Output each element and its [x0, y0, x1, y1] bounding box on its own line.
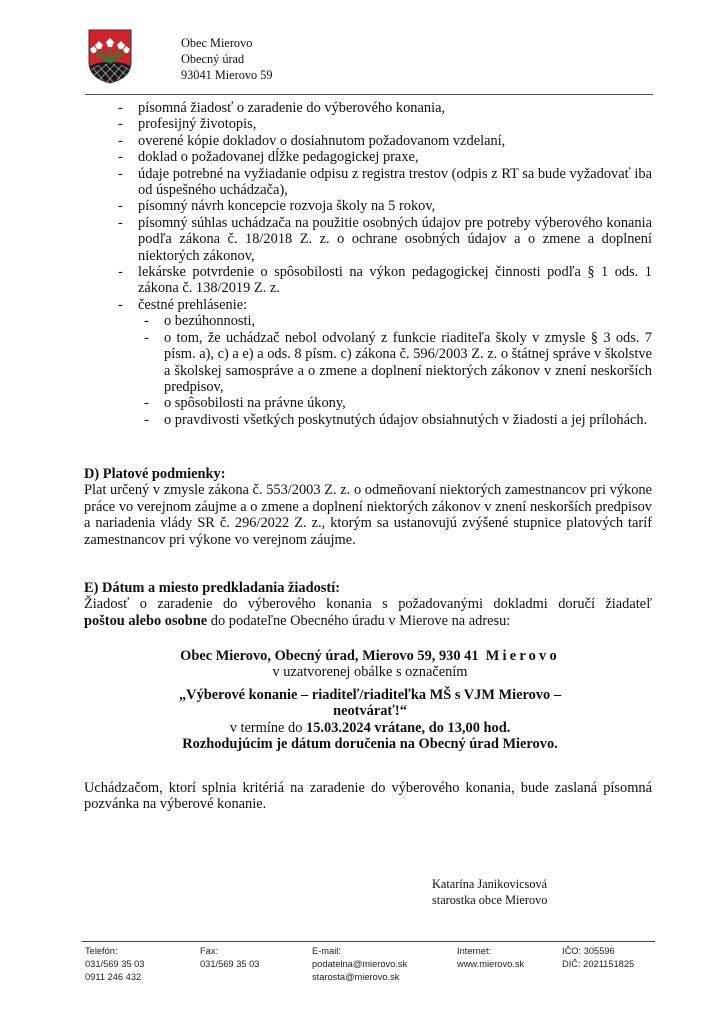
footer-fax — [200, 945, 259, 971]
requirements-list — [84, 100, 652, 428]
address-city: Mierovo — [485, 648, 560, 664]
decisive-date-note: Rozhodujúcim je dátum doručenia na Obecný úrad Mierovo. — [182, 736, 558, 753]
deadline-date: 15.03.2024 vrátane, do 13,00 hod. — [306, 719, 511, 736]
signature-block — [432, 876, 547, 908]
list-item: - písomný návrh koncepcie rozvoja školy na 5 rokov, — [84, 198, 652, 214]
section-submission — [84, 580, 652, 629]
footer-divider — [82, 941, 655, 942]
letterhead — [181, 35, 273, 83]
paragraph-text: Žiadosť o zaradenie do výberového konania s požadovanými dokladmi doručí žiadateľ — [84, 596, 652, 613]
list-item: - o bezúhonnosti, — [124, 313, 652, 329]
list-item: - doklad o požadovanej dĺžke pedagogickej praxe, — [84, 149, 652, 165]
list-item: - o tom, že uchádzač nebol odvolaný z funkcie riaditeľa školy v zmysle § 3 ods. 7 písm. a), c) a e) a ods. 8 písm. c) zákona č. 596/2003 Z. z. o štátnej správe v školstve a školskej samospráve a o zmene a doplnení niektorých zákonov v znení neskorších predpisov, — [124, 330, 652, 396]
postal-address — [84, 648, 656, 664]
coat-of-arms-icon — [87, 28, 133, 84]
fax-label: Fax: — [200, 946, 219, 956]
phone-number: 031/569 35 03 — [85, 959, 145, 969]
deadline-prefix: v termíne do — [229, 719, 307, 736]
list-item: - overené kópie dokladov o dosiahnutom požadovanom vzdelaní, — [84, 133, 652, 149]
envelope-label: „Výberové konanie – riaditeľ/riaditeľka MŠ s VJM Mierovo – neotvárať!“ — [178, 686, 562, 720]
closing-paragraph: Uchádzačom, ktorí splnia kritériá na zaradenie do výberového konania, bude zaslaná písomná pozvánka na výberové konanie. — [84, 780, 652, 813]
list-item-declaration — [84, 297, 652, 428]
email-label: E-mail: — [312, 946, 341, 956]
list-item: - údaje potrebné na vyžiadanie odpisu z registra trestov (odpis z RT sa bude vyžadovať iba od úspešného uchádzača), — [84, 166, 652, 199]
footer-internet — [457, 945, 524, 971]
section-heading: E) Dátum a miesto predkladania žiadostí: — [84, 580, 340, 596]
internet-label: Internet: — [457, 946, 492, 956]
list-item: - lekárske potvrdenie o spôsobilosti na výkon pedagogickej činnosti podľa § 1 ods. 1 zákona č. 138/2019 Z. z. — [84, 264, 652, 297]
envelope-note: v uzatvorenej obálke s označením — [272, 664, 468, 681]
fax-number: 031/569 35 03 — [200, 959, 260, 969]
footer-ids — [562, 945, 634, 971]
email-link[interactable]: starosta@mierovo.sk — [312, 972, 400, 982]
phone-label: Telefón: — [85, 946, 118, 956]
signatory-name: Katarína Janikovicsová — [432, 877, 548, 891]
declaration-label: čestné prehlásenie: — [138, 296, 248, 313]
website-link[interactable]: www.mierovo.sk — [457, 959, 525, 969]
address-text: Obec Mierovo, Obecný úrad, Mierovo 59, 930 41 — [180, 648, 479, 664]
section-heading: D) Platové podmienky: — [84, 466, 226, 482]
org-name: Obec Mierovo — [181, 36, 253, 50]
footer-phone — [85, 945, 144, 984]
deadline-line — [84, 720, 656, 736]
section-paragraph: Plat určený v zmysle zákona č. 553/2003 Z. z. o odmeňovaní niektorých zamestnancov pri výkone práce vo verejnom záujme a o zmene a doplnení niektorých zákonov v znení neskorších predpisov a nariadenia vlády SR č. 296/2022 Z. z., ktorým sa ustanovujú zvýšené stupnice platových taríf zamestnancov pri výkone vo verejnom záujme. — [84, 482, 652, 548]
list-item: - profesijný životopis, — [84, 116, 652, 132]
office-name: Obecný úrad — [181, 52, 245, 66]
ico-number: IČO: 305596 — [562, 946, 615, 956]
section-paragraph-cont — [84, 613, 652, 629]
list-item: - písomný súhlas uchádzača na použitie osobných údajov pre potreby výberového konania podľa zákona č. 18/2018 Z. z. o ochrane osobných údajov a o zmene a doplnení niektorých zákonov, — [84, 215, 652, 264]
email-link[interactable]: podatelna@mierovo.sk — [312, 959, 408, 969]
header-divider — [85, 94, 653, 95]
dic-number: DIČ: 2021151825 — [562, 959, 635, 969]
delivery-method: poštou alebo osobne — [84, 612, 208, 629]
signatory-title: starostka obce Mierovo — [432, 893, 548, 907]
list-item: - o pravdivosti všetkých poskytnutých údajov obsiahnutých v žiadosti a jej prílohách. — [124, 412, 652, 428]
list-item: - písomná žiadosť o zaradenie do výberového konania, — [84, 100, 652, 116]
section-salary — [84, 466, 652, 548]
footer-email — [312, 945, 407, 984]
section-paragraph — [84, 596, 652, 612]
list-item: - o spôsobilosti na právne úkony, — [124, 395, 652, 411]
mobile-number: 0911 246 432 — [85, 972, 142, 982]
declaration-list — [124, 313, 652, 428]
paragraph-text: do podateľne Obecného úradu v Mierove na adresu: — [207, 612, 511, 629]
org-address: 93041 Mierovo 59 — [181, 68, 273, 82]
submission-address-block — [84, 648, 656, 752]
